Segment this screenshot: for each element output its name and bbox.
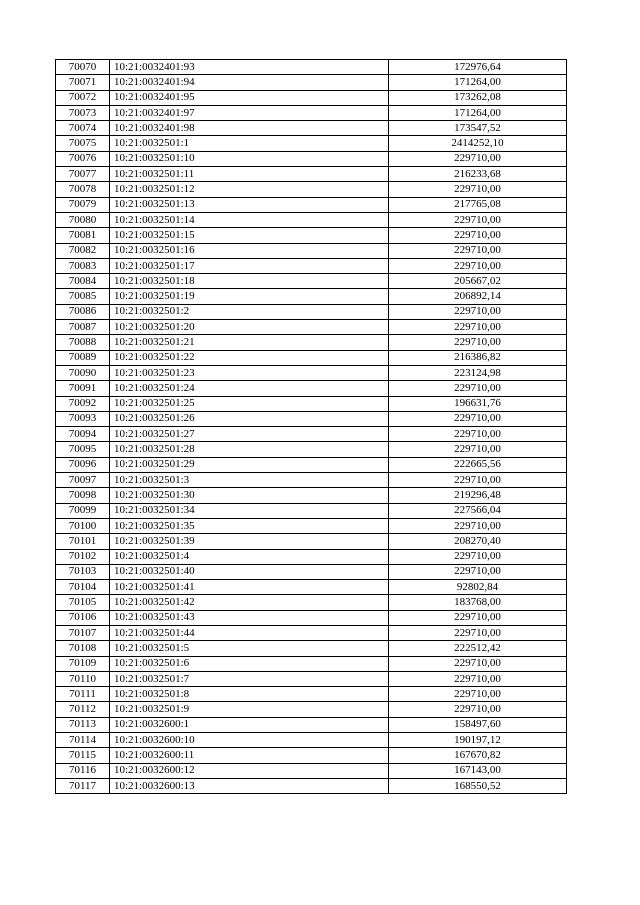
value-cell: 219296,48 (389, 488, 567, 503)
table-row (56, 228, 567, 243)
value-cell: 229710,00 (389, 258, 567, 273)
data-table (55, 59, 567, 794)
value-cell: 172976,64 (389, 60, 567, 75)
cadastral-number-cell: 10:21:0032501:29 (110, 457, 389, 472)
cadastral-number-cell: 10:21:0032600:10 (110, 733, 389, 748)
table-row (56, 121, 567, 136)
row-number-cell: 70115 (56, 748, 110, 763)
cadastral-number-cell: 10:21:0032501:20 (110, 320, 389, 335)
value-cell: 190197,12 (389, 733, 567, 748)
table-row (56, 656, 567, 671)
value-cell: 229710,00 (389, 182, 567, 197)
value-cell: 216386,82 (389, 350, 567, 365)
cadastral-number-cell: 10:21:0032600:11 (110, 748, 389, 763)
table-row (56, 350, 567, 365)
row-number-cell: 70092 (56, 396, 110, 411)
value-cell: 2414252,10 (389, 136, 567, 151)
cadastral-number-cell: 10:21:0032501:11 (110, 167, 389, 182)
table-row (56, 75, 567, 90)
row-number-cell: 70085 (56, 289, 110, 304)
row-number-cell: 70109 (56, 656, 110, 671)
row-number-cell: 70088 (56, 335, 110, 350)
row-number-cell: 70070 (56, 60, 110, 75)
cadastral-number-cell: 10:21:0032401:98 (110, 121, 389, 136)
row-number-cell: 70097 (56, 473, 110, 488)
value-cell: 229710,00 (389, 151, 567, 166)
table-row (56, 518, 567, 533)
table-row (56, 136, 567, 151)
row-number-cell: 70104 (56, 580, 110, 595)
cadastral-number-cell: 10:21:0032501:19 (110, 289, 389, 304)
table-row (56, 442, 567, 457)
value-cell: 206892,14 (389, 289, 567, 304)
row-number-cell: 70113 (56, 717, 110, 732)
row-number-cell: 70090 (56, 365, 110, 380)
table-row (56, 549, 567, 564)
row-number-cell: 70087 (56, 320, 110, 335)
row-number-cell: 70102 (56, 549, 110, 564)
cadastral-number-cell: 10:21:0032401:97 (110, 105, 389, 120)
value-cell: 92802,84 (389, 580, 567, 595)
table-row (56, 365, 567, 380)
table-row (56, 717, 567, 732)
cadastral-number-cell: 10:21:0032501:40 (110, 564, 389, 579)
cadastral-number-cell: 10:21:0032501:22 (110, 350, 389, 365)
value-cell: 229710,00 (389, 228, 567, 243)
value-cell: 229710,00 (389, 564, 567, 579)
row-number-cell: 70098 (56, 488, 110, 503)
row-number-cell: 70075 (56, 136, 110, 151)
row-number-cell: 70091 (56, 381, 110, 396)
cadastral-number-cell: 10:21:0032501:28 (110, 442, 389, 457)
row-number-cell: 70076 (56, 151, 110, 166)
value-cell: 196631,76 (389, 396, 567, 411)
cadastral-number-cell: 10:21:0032501:2 (110, 304, 389, 319)
cadastral-number-cell: 10:21:0032501:13 (110, 197, 389, 212)
value-cell: 229710,00 (389, 320, 567, 335)
cadastral-number-cell: 10:21:0032501:27 (110, 427, 389, 442)
row-number-cell: 70073 (56, 105, 110, 120)
value-cell: 229710,00 (389, 656, 567, 671)
cadastral-number-cell: 10:21:0032401:95 (110, 90, 389, 105)
value-cell: 171264,00 (389, 105, 567, 120)
cadastral-number-cell: 10:21:0032501:42 (110, 595, 389, 610)
table-row (56, 687, 567, 702)
row-number-cell: 70086 (56, 304, 110, 319)
table-row (56, 748, 567, 763)
cadastral-number-cell: 10:21:0032501:18 (110, 274, 389, 289)
value-cell: 227566,04 (389, 503, 567, 518)
value-cell: 229710,00 (389, 243, 567, 258)
value-cell: 167670,82 (389, 748, 567, 763)
value-cell: 229710,00 (389, 549, 567, 564)
row-number-cell: 70094 (56, 427, 110, 442)
value-cell: 229710,00 (389, 442, 567, 457)
value-cell: 173262,08 (389, 90, 567, 105)
value-cell: 229710,00 (389, 304, 567, 319)
table-row (56, 212, 567, 227)
cadastral-number-cell: 10:21:0032501:34 (110, 503, 389, 518)
table-row (56, 60, 567, 75)
row-number-cell: 70116 (56, 763, 110, 778)
cadastral-number-cell: 10:21:0032501:30 (110, 488, 389, 503)
value-cell: 229710,00 (389, 427, 567, 442)
value-cell: 222665,56 (389, 457, 567, 472)
table-row (56, 197, 567, 212)
row-number-cell: 70103 (56, 564, 110, 579)
table-row (56, 151, 567, 166)
row-number-cell: 70072 (56, 90, 110, 105)
table-row (56, 381, 567, 396)
cadastral-number-cell: 10:21:0032501:25 (110, 396, 389, 411)
table-row (56, 610, 567, 625)
cadastral-number-cell: 10:21:0032501:5 (110, 641, 389, 656)
row-number-cell: 70074 (56, 121, 110, 136)
cadastral-number-cell: 10:21:0032501:44 (110, 625, 389, 640)
row-number-cell: 70110 (56, 671, 110, 686)
value-cell: 229710,00 (389, 702, 567, 717)
cadastral-number-cell: 10:21:0032501:16 (110, 243, 389, 258)
cadastral-number-cell: 10:21:0032501:4 (110, 549, 389, 564)
cadastral-number-cell: 10:21:0032501:43 (110, 610, 389, 625)
row-number-cell: 70101 (56, 534, 110, 549)
cadastral-number-cell: 10:21:0032501:41 (110, 580, 389, 595)
table-row (56, 105, 567, 120)
row-number-cell: 70099 (56, 503, 110, 518)
row-number-cell: 70093 (56, 411, 110, 426)
table-row (56, 763, 567, 778)
table-row (56, 182, 567, 197)
cadastral-number-cell: 10:21:0032501:6 (110, 656, 389, 671)
value-cell: 229710,00 (389, 411, 567, 426)
value-cell: 229710,00 (389, 687, 567, 702)
value-cell: 216233,68 (389, 167, 567, 182)
document-page (55, 59, 567, 794)
table-row (56, 733, 567, 748)
value-cell: 217765,08 (389, 197, 567, 212)
table-body (56, 60, 567, 794)
cadastral-number-cell: 10:21:0032501:15 (110, 228, 389, 243)
table-row (56, 503, 567, 518)
row-number-cell: 70081 (56, 228, 110, 243)
value-cell: 229710,00 (389, 518, 567, 533)
cadastral-number-cell: 10:21:0032501:23 (110, 365, 389, 380)
row-number-cell: 70089 (56, 350, 110, 365)
value-cell: 168550,52 (389, 778, 567, 793)
value-cell: 229710,00 (389, 212, 567, 227)
table-row (56, 457, 567, 472)
row-number-cell: 70106 (56, 610, 110, 625)
cadastral-number-cell: 10:21:0032501:3 (110, 473, 389, 488)
table-row (56, 488, 567, 503)
cadastral-number-cell: 10:21:0032501:1 (110, 136, 389, 151)
value-cell: 229710,00 (389, 625, 567, 640)
row-number-cell: 70111 (56, 687, 110, 702)
cadastral-number-cell: 10:21:0032501:17 (110, 258, 389, 273)
cadastral-number-cell: 10:21:0032501:24 (110, 381, 389, 396)
value-cell: 229710,00 (389, 473, 567, 488)
row-number-cell: 70080 (56, 212, 110, 227)
value-cell: 171264,00 (389, 75, 567, 90)
table-row (56, 625, 567, 640)
cadastral-number-cell: 10:21:0032501:21 (110, 335, 389, 350)
value-cell: 173547,52 (389, 121, 567, 136)
table-row (56, 473, 567, 488)
table-row (56, 289, 567, 304)
value-cell: 208270,40 (389, 534, 567, 549)
table-row (56, 243, 567, 258)
row-number-cell: 70077 (56, 167, 110, 182)
value-cell: 222512,42 (389, 641, 567, 656)
table-row (56, 534, 567, 549)
row-number-cell: 70108 (56, 641, 110, 656)
cadastral-number-cell: 10:21:0032501:35 (110, 518, 389, 533)
cadastral-number-cell: 10:21:0032501:14 (110, 212, 389, 227)
table-row (56, 167, 567, 182)
row-number-cell: 70117 (56, 778, 110, 793)
value-cell: 229710,00 (389, 381, 567, 396)
value-cell: 183768,00 (389, 595, 567, 610)
row-number-cell: 70084 (56, 274, 110, 289)
cadastral-number-cell: 10:21:0032501:7 (110, 671, 389, 686)
cadastral-number-cell: 10:21:0032600:12 (110, 763, 389, 778)
table-row (56, 564, 567, 579)
value-cell: 229710,00 (389, 335, 567, 350)
row-number-cell: 70083 (56, 258, 110, 273)
row-number-cell: 70078 (56, 182, 110, 197)
value-cell: 158497,60 (389, 717, 567, 732)
cadastral-number-cell: 10:21:0032501:39 (110, 534, 389, 549)
row-number-cell: 70079 (56, 197, 110, 212)
cadastral-number-cell: 10:21:0032401:93 (110, 60, 389, 75)
cadastral-number-cell: 10:21:0032501:8 (110, 687, 389, 702)
row-number-cell: 70114 (56, 733, 110, 748)
table-row (56, 595, 567, 610)
row-number-cell: 70100 (56, 518, 110, 533)
cadastral-number-cell: 10:21:0032501:26 (110, 411, 389, 426)
cadastral-number-cell: 10:21:0032600:13 (110, 778, 389, 793)
row-number-cell: 70105 (56, 595, 110, 610)
table-row (56, 671, 567, 686)
cadastral-number-cell: 10:21:0032401:94 (110, 75, 389, 90)
table-row (56, 335, 567, 350)
value-cell: 167143,00 (389, 763, 567, 778)
row-number-cell: 70096 (56, 457, 110, 472)
row-number-cell: 70071 (56, 75, 110, 90)
table-row (56, 641, 567, 656)
value-cell: 229710,00 (389, 610, 567, 625)
table-row (56, 90, 567, 105)
table-row (56, 580, 567, 595)
value-cell: 229710,00 (389, 671, 567, 686)
cadastral-number-cell: 10:21:0032501:9 (110, 702, 389, 717)
table-row (56, 778, 567, 793)
table-row (56, 396, 567, 411)
table-row (56, 304, 567, 319)
row-number-cell: 70107 (56, 625, 110, 640)
table-row (56, 427, 567, 442)
cadastral-number-cell: 10:21:0032600:1 (110, 717, 389, 732)
cadastral-number-cell: 10:21:0032501:12 (110, 182, 389, 197)
table-row (56, 411, 567, 426)
table-row (56, 702, 567, 717)
value-cell: 223124,98 (389, 365, 567, 380)
table-row (56, 320, 567, 335)
row-number-cell: 70095 (56, 442, 110, 457)
value-cell: 205667,02 (389, 274, 567, 289)
row-number-cell: 70112 (56, 702, 110, 717)
table-row (56, 274, 567, 289)
row-number-cell: 70082 (56, 243, 110, 258)
table-row (56, 258, 567, 273)
cadastral-number-cell: 10:21:0032501:10 (110, 151, 389, 166)
